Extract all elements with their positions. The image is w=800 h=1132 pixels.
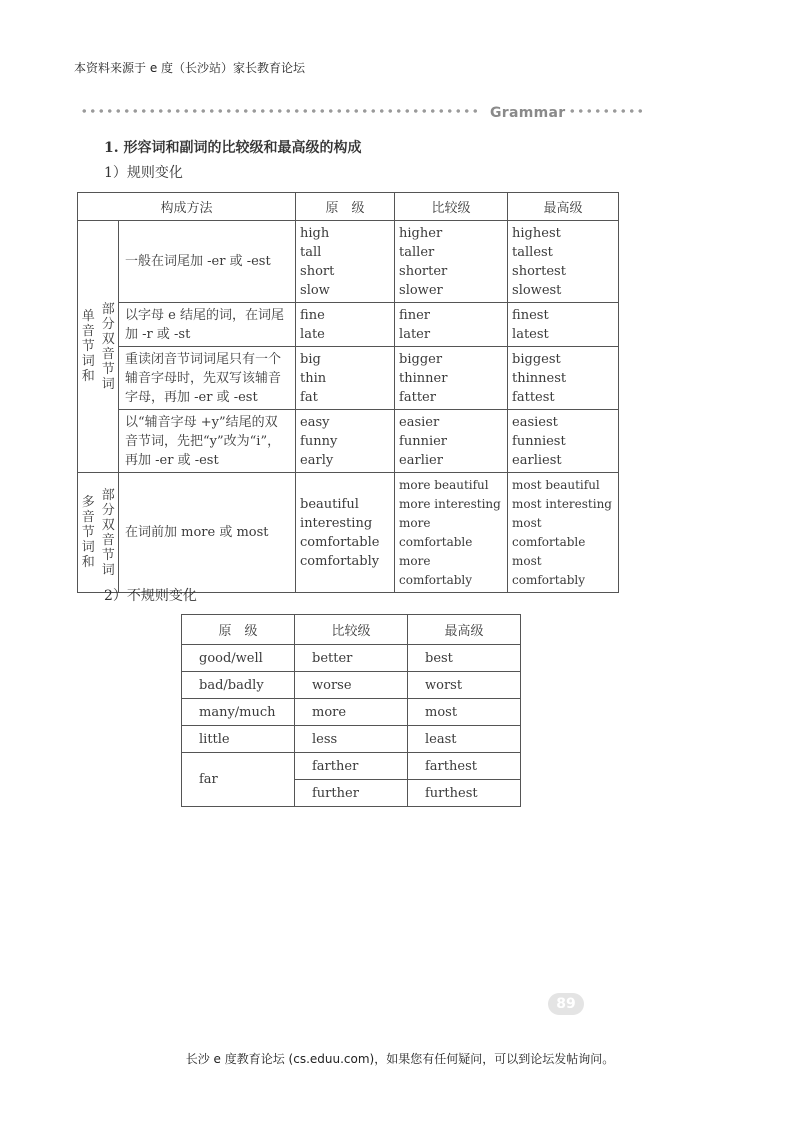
comparative-cell [395,347,508,410]
superlative-cell: least [408,726,521,753]
word: late [300,327,325,342]
group1-label-text: 部分双音节词 [101,301,115,392]
word: shortest [512,264,566,279]
superlative-cell: farthest [408,753,521,780]
word: more comfortable [399,516,473,549]
word: comfortable [300,535,380,550]
comparative-cell [395,221,508,303]
word: most beautiful [512,478,600,492]
word: taller [399,245,435,260]
comparative-cell: worse [295,672,408,699]
header-superlative: 最高级 [508,193,619,221]
irregular-heading: 2）不规则变化 [104,588,197,604]
method-cell: 一般在词尾加 -er 或 -est [119,221,296,303]
irregular-changes-table [181,614,521,807]
word: earlier [399,453,443,468]
regular-changes-table [77,192,619,593]
word: most comfortable [512,516,586,549]
group1-label-text: 单音节词和 [81,309,95,384]
word: big [300,352,321,367]
group2-label-text: 多音节词和 [81,495,95,570]
word: earliest [512,453,562,468]
positive-cell: bad/badly [182,672,295,699]
group1-label-inner [99,221,119,473]
comparative-cell [395,410,508,473]
positive-cell: good/well [182,645,295,672]
superlative-cell [508,347,619,410]
method-cell: 以“辅音字母 +y”结尾的双音节词，先把“y”改为“i”，再加 -er 或 -est [119,410,296,473]
main-heading: 1. 形容词和副词的比较级和最高级的构成 [104,140,362,156]
table-row [182,645,521,672]
word: slower [399,283,443,298]
table-row [78,347,619,410]
word: more interesting [399,497,501,511]
regular-heading: 1）规则变化 [104,165,183,181]
superlative-cell [508,473,619,593]
table-row [182,753,521,780]
word: latest [512,327,549,342]
superlative-cell [508,221,619,303]
word: easy [300,415,330,430]
word: fatter [399,390,436,405]
word: funniest [512,434,566,449]
table-row [182,672,521,699]
word: fine [300,308,325,323]
header-superlative: 最高级 [408,615,521,645]
word: easier [399,415,440,430]
word: higher [399,226,443,241]
table-row [78,221,619,303]
word: interesting [300,516,373,531]
table-row [78,410,619,473]
table-header-row [182,615,521,645]
positive-cell: many/much [182,699,295,726]
superlative-cell [508,410,619,473]
positive-cell: little [182,726,295,753]
word: thinnest [512,371,567,386]
word: short [300,264,335,279]
footer-note: 长沙 e 度教育论坛 (cs.eduu.com)，如果您有任何疑问，可以到论坛发帖询问。 [185,1052,615,1066]
word: slowest [512,283,562,298]
table-row [182,726,521,753]
positive-cell [296,303,395,347]
group1-label-outer [78,221,99,473]
comparative-cell [395,303,508,347]
dotted-rule-right [568,107,646,115]
word: beautiful [300,497,359,512]
dotted-rule-left [80,107,480,115]
word: more beautiful [399,478,489,492]
table-row [182,699,521,726]
comparative-cell: better [295,645,408,672]
table-row [78,303,619,347]
comparative-cell: more [295,699,408,726]
word: funny [300,434,338,449]
source-note: 本资料来源于 e 度（长沙站）家长教育论坛 [74,61,306,75]
positive-cell [296,473,395,593]
comparative-cell: farther [295,753,408,780]
superlative-cell: worst [408,672,521,699]
superlative-cell: most [408,699,521,726]
section-title: Grammar [490,105,566,121]
positive-cell [296,410,395,473]
word: more comfortably [399,554,473,587]
method-cell: 以字母 e 结尾的词，在词尾加 -r 或 -st [119,303,296,347]
table-row [78,473,619,593]
header-positive: 原 级 [182,615,295,645]
header-comparative: 比较级 [295,615,408,645]
word: early [300,453,334,468]
method-cell: 重读闭音节词词尾只有一个辅音字母时，先双写该辅音字母，再加 -er 或 -est [119,347,296,410]
word: easiest [512,415,558,430]
header-method: 构成方法 [78,193,296,221]
positive-cell [296,347,395,410]
word: highest [512,226,561,241]
superlative-cell: furthest [408,780,521,807]
positive-cell: far [182,753,295,807]
word: shorter [399,264,448,279]
page-number: 89 [548,993,584,1015]
word: most interesting [512,497,612,511]
word: thin [300,371,327,386]
header-positive: 原 级 [296,193,395,221]
positive-cell [296,221,395,303]
word: finest [512,308,549,323]
word: bigger [399,352,443,367]
word: finer [399,308,430,323]
group2-label-inner [99,473,119,593]
word: later [399,327,431,342]
group2-label-outer [78,473,99,593]
word: slow [300,283,330,298]
group2-label-text: 部分双音节词 [101,487,115,578]
method-cell: 在词前加 more 或 most [119,473,296,593]
word: comfortably [300,554,380,569]
header-comparative: 比较级 [395,193,508,221]
word: biggest [512,352,561,367]
comparative-cell: further [295,780,408,807]
comparative-cell: less [295,726,408,753]
superlative-cell [508,303,619,347]
word: funnier [399,434,448,449]
word: most comfortably [512,554,586,587]
comparative-cell [395,473,508,593]
word: tall [300,245,322,260]
word: tallest [512,245,553,260]
table-header-row [78,193,619,221]
word: fattest [512,390,555,405]
superlative-cell: best [408,645,521,672]
word: high [300,226,330,241]
word: thinner [399,371,448,386]
word: fat [300,390,318,405]
